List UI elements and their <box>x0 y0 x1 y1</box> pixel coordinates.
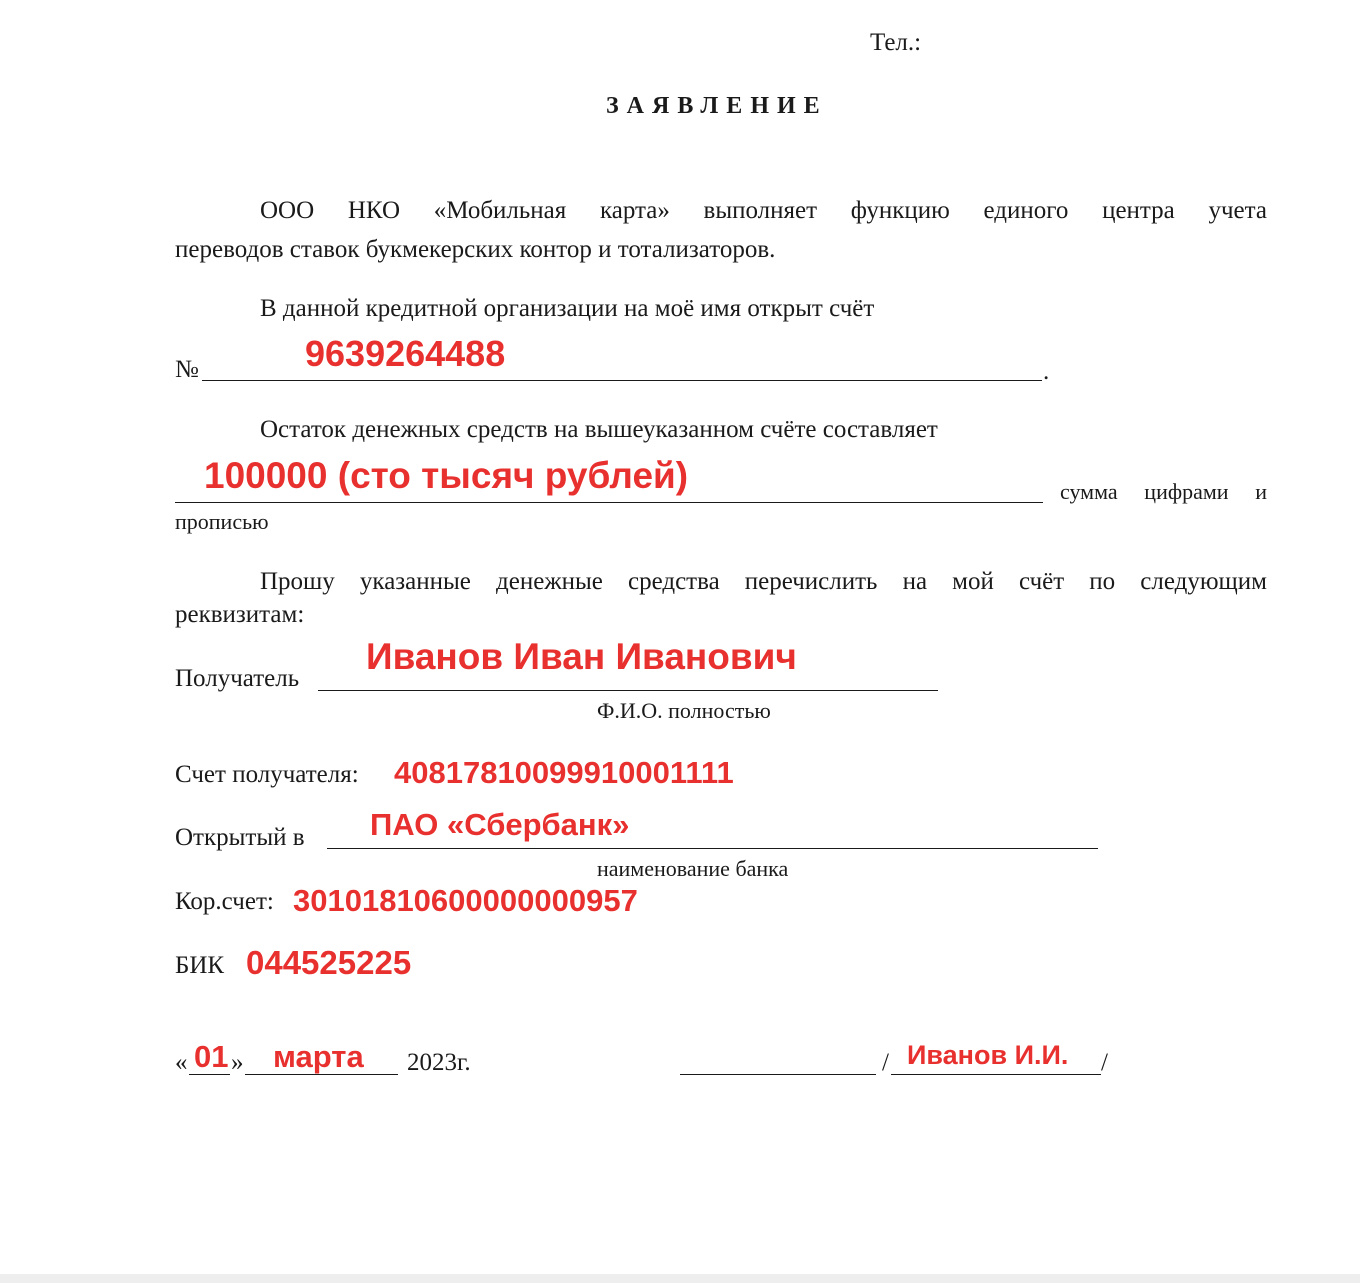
signature-line <box>680 1074 876 1075</box>
balance-suffix <box>1060 481 1267 503</box>
paragraph-2-line-1: В данной кредитной организации на моё имя открыт счёт <box>260 295 875 322</box>
signature-name-value: Иванов И.И. <box>907 1040 1069 1070</box>
bank-caption: наименование банка <box>597 856 789 881</box>
word: цифрами <box>1144 479 1229 504</box>
paragraph-4-line-1 <box>260 569 1267 594</box>
bik-label: БИК <box>175 952 225 979</box>
day-line <box>189 1074 230 1075</box>
document-title: ЗАЯВЛЕНИЕ <box>606 93 828 119</box>
recipient-name-value: Иванов Иван Иванович <box>366 636 797 677</box>
paragraph-4-line-2: реквизитам: <box>175 601 305 628</box>
word: следующим <box>1140 568 1267 595</box>
period: . <box>1043 358 1050 385</box>
word: учета <box>1208 197 1267 224</box>
date-close-quote: » <box>231 1049 244 1076</box>
word: единого <box>983 197 1069 224</box>
signature-name-line <box>891 1074 1101 1075</box>
recipient-account-value: 40817810099910001111 <box>394 755 734 790</box>
phone-label: Тел.: <box>870 29 922 56</box>
balance-line <box>175 502 1043 503</box>
day-value: 01 <box>194 1039 229 1074</box>
word: счёт <box>1018 568 1065 595</box>
bank-label: Открытый в <box>175 824 305 851</box>
bank-name-value: ПАО «Сбербанк» <box>370 807 630 842</box>
date-open-quote: « <box>175 1049 188 1076</box>
word: на <box>902 568 928 595</box>
bik-value: 044525225 <box>246 944 412 981</box>
word: денежные <box>496 568 603 595</box>
word: ООО <box>260 197 315 224</box>
recipient-account-label: Счет получателя: <box>175 761 359 788</box>
word: и <box>1255 479 1267 504</box>
word: функцию <box>850 197 950 224</box>
word: выполняет <box>703 197 818 224</box>
word: «Мобильная <box>433 197 567 224</box>
recipient-line <box>318 690 938 691</box>
paragraph-3-line-3: прописью <box>175 509 269 534</box>
word: по <box>1089 568 1116 595</box>
paragraph-1-line-2: переводов ставок букмекерских контор и тотализаторов. <box>175 236 776 263</box>
word: мой <box>952 568 994 595</box>
word: указанные <box>359 568 471 595</box>
paragraph-1-line-1 <box>260 198 1267 223</box>
word: НКО <box>347 197 401 224</box>
word: сумма <box>1060 479 1118 504</box>
corr-account-value: 30101810600000000957 <box>293 883 638 918</box>
word: Прошу <box>260 568 335 595</box>
number-sign: № <box>175 356 199 383</box>
word: карта» <box>599 197 670 224</box>
page-bottom-edge <box>0 1274 1360 1283</box>
word: средства <box>627 568 720 595</box>
corr-account-label: Кор.счет: <box>175 888 274 915</box>
account-number-line <box>202 380 1042 381</box>
slash-right: / <box>1101 1049 1108 1076</box>
account-number-value: 9639264488 <box>305 333 506 374</box>
bank-line <box>327 848 1098 849</box>
word: центра <box>1102 197 1175 224</box>
word: перечислить <box>744 568 878 595</box>
month-value: марта <box>273 1039 364 1074</box>
recipient-caption: Ф.И.О. полностью <box>597 698 771 723</box>
paragraph-3-line-1: Остаток денежных средств на вышеуказанном счёте составляет <box>260 416 938 443</box>
year-text: 2023г. <box>407 1049 471 1076</box>
recipient-label: Получатель <box>175 665 300 692</box>
slash-left: / <box>882 1049 889 1076</box>
balance-value: 100000 (сто тысяч рублей) <box>204 455 689 496</box>
month-line <box>245 1074 398 1075</box>
